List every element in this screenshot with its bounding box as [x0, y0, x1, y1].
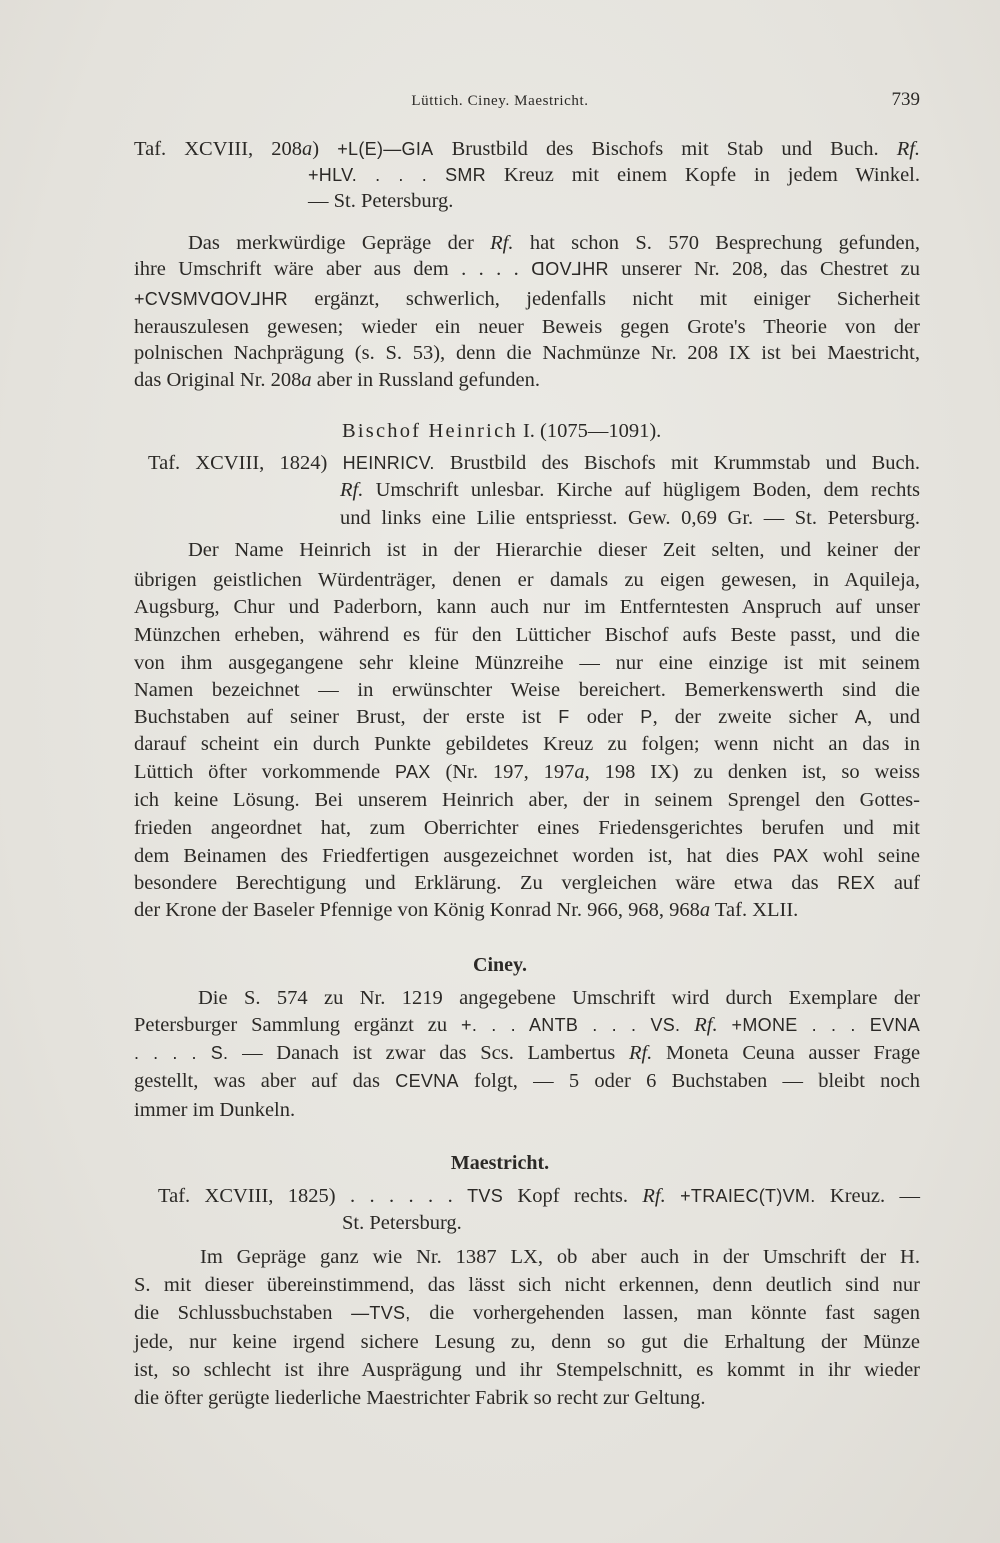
section-heading-maestricht: Maestricht. — [450, 1152, 550, 1174]
para-4-line-3: die Schlussbuchstaben —TVS, die vorhergehenden lassen, man könnte fast sagen — [134, 1302, 921, 1324]
para-2-line-6: Namen bezeichnet — in erwünschter Weise bereichert. Bemerkenswerth sind die — [134, 679, 920, 701]
coin-legend: +TRAIEC(T)VM. — [680, 1186, 816, 1206]
para-2-line-1: Der Name Heinrich ist in der Hierarchie dieser Zeit selten, und keiner der — [188, 539, 920, 561]
entry-208a-line-3: — St. Petersburg. — [308, 190, 454, 212]
entry-208a-line-1: Taf. XCVIII, 208a) +L(E)—GIA Brustbild des Bischofs mit Stab und Buch. Rf. — [134, 138, 921, 160]
para-1-line-4: herauszulesen gewesen; wieder ein neuer Beweis gegen Grote's Theorie von der — [134, 316, 920, 338]
para-2-line-9: Lüttich öfter vorkommende PAX (Nr. 197, 197a, 198 IX) zu denken ist, so weiss — [134, 761, 921, 783]
para-1-line-6: das Original Nr. 208a aber in Russland gefunden. — [134, 369, 540, 391]
section-heading-ciney: Ciney. — [473, 954, 527, 976]
coin-legend: —TVS, — [351, 1303, 411, 1323]
para-1-line-2: ihre Umschrift wäre aber aus dem . . . . ᗡOV⅃HR unserer Nr. 208, das Chestret zu — [134, 258, 921, 280]
para-4-line-2: S. mit dieser übereinstimmend, das lässt sich nicht erkennen, denn deutlich sind nur — [134, 1274, 920, 1296]
para-3-line-4: gestellt, was aber auf das CEVNA folgt, — 5 oder 6 Buchstaben — bleibt noch — [134, 1070, 921, 1092]
para-2-line-10: ich keine Lösung. Bei unserem Heinrich aber, der in seinem Sprengel den Gottes- — [134, 789, 920, 811]
entry-208a-line-2: +HLV. . . . SMR Kreuz mit einem Kopfe in jedem Winkel. — [308, 164, 921, 186]
coin-legend: +CVSMVᗡOV⅃HR — [134, 289, 288, 309]
para-3-line-5: immer im Dunkeln. — [134, 1099, 296, 1121]
entry-1824-line-2: Rf. Umschrift unlesbar. Kirche auf hügligem Boden, dem rechts — [340, 479, 921, 501]
reverse-abbrev: Rf. — [340, 479, 364, 501]
entry-1824-line-3: und links eine Lilie entspriesst. Gew. 0,69 Gr. — St. Petersburg. — [340, 507, 920, 529]
coin-legend: +. . . ANTB . . . VS. — [461, 1015, 681, 1035]
entry-1825-line-2: St. Petersburg. — [342, 1212, 462, 1234]
coin-legend: +MONE . . . EVNA — [731, 1015, 921, 1035]
running-head: Lüttich. Ciney. Maestricht. — [411, 93, 589, 109]
para-2-line-7: Buchstaben auf seiner Brust, der erste ist F oder P, der zweite sicher A, und — [134, 706, 921, 728]
entry-1825-line-1: Taf. XCVIII, 1825) . . . . . . TVS Kopf rechts. Rf. +TRAIEC(T)VM. Kreuz. — — [158, 1185, 921, 1207]
para-2-line-14: der Krone der Baseler Pfennige von König Konrad Nr. 966, 968, 968a Taf. XLII. — [134, 899, 799, 921]
coin-legend: HEINRICV. — [342, 453, 435, 473]
reverse-abbrev: Rf. — [896, 138, 921, 160]
para-1-line-1: Das merkwürdige Gepräge der Rf. hat schon S. 570 Besprechung gefunden, — [188, 232, 921, 254]
para-3-line-1: Die S. 574 zu Nr. 1219 angegebene Umschrift wird durch Exemplare der — [198, 987, 920, 1009]
para-2-line-13: besondere Berechtigung und Erklärung. Zu vergleichen wäre etwa das REX auf — [134, 872, 921, 894]
entry-1824-line-1: Taf. XCVIII, 1824) HEINRICV. Brustbild des Bischofs mit Krummstab und Buch. — [148, 452, 921, 474]
coin-legend: +L(E)—GIA — [337, 139, 434, 159]
para-1-line-3: +CVSMVᗡOV⅃HR ergänzt, schwerlich, jedenfalls nicht mit einiger Sicherheit — [134, 288, 921, 310]
para-2-line-8: darauf scheint ein durch Punkte gebildetes Kreuz zu folgen; wenn nicht an das in — [134, 733, 920, 755]
para-4-line-1: Im Gepräge ganz wie Nr. 1387 LX, ob aber auch in der Umschrift der H. — [200, 1246, 920, 1268]
coin-legend: TVS — [467, 1186, 504, 1206]
para-2-line-4: Münzchen erheben, während es für den Lütticher Bischof aufs Beste passt, und die — [134, 624, 920, 646]
para-2-line-12: dem Beinamen des Friedfertigen ausgezeichnet worden ist, hat dies PAX wohl seine — [134, 845, 921, 867]
reverse-abbrev: Rf. — [694, 1014, 718, 1036]
para-2-line-2: übrigen geistlichen Würdenträger, denen er damals zu eigen gewesen, in Aquileja, — [134, 569, 920, 591]
para-2-line-5: von ihm ausgegangene sehr kleine Münzreihe — nur eine einzige ist mit seinem — [134, 652, 920, 674]
para-3-line-2: Petersburger Sammlung ergänzt zu +. . . ANTB . . . VS. Rf. +MONE . . . EVNA — [134, 1014, 921, 1036]
page-number: 739 — [891, 89, 920, 110]
para-3-line-3: . . . . S. — Danach ist zwar das Scs. Lambertus Rf. Moneta Ceuna ausser Frage — [134, 1042, 921, 1064]
section-heading-heinrich: Bischof Heinrich I. (1075—1091). — [342, 420, 662, 442]
coin-legend: CEVNA — [395, 1071, 459, 1091]
para-2-line-3: Augsburg, Chur und Paderborn, kann auch nur im Entferntesten Anspruch auf unser — [134, 596, 920, 618]
reverse-abbrev: Rf. — [642, 1185, 666, 1207]
para-2-line-11: frieden angeordnet hat, zum Oberrichter eines Friedensgerichtes berufen und mit — [134, 817, 920, 839]
para-4-line-4: jede, nur keine irgend sichere Lesung zu, denn so gut die Erhaltung der Münze — [134, 1331, 920, 1353]
para-1-line-5: polnischen Nachprägung (s. S. 53), denn die Nachmünze Nr. 208 IX ist bei Maestricht, — [134, 342, 920, 364]
coin-legend: +HLV. . . . SMR — [308, 165, 486, 185]
coin-legend: ᗡOV⅃HR — [531, 259, 609, 279]
para-4-line-5: ist, so schlecht ist ihre Ausprägung und ihr Stempelschnitt, es kommt in ihr wieder — [134, 1359, 920, 1381]
para-4-line-6: die öfter gerügte liederliche Maestrichter Fabrik so recht zur Geltung. — [134, 1387, 706, 1409]
